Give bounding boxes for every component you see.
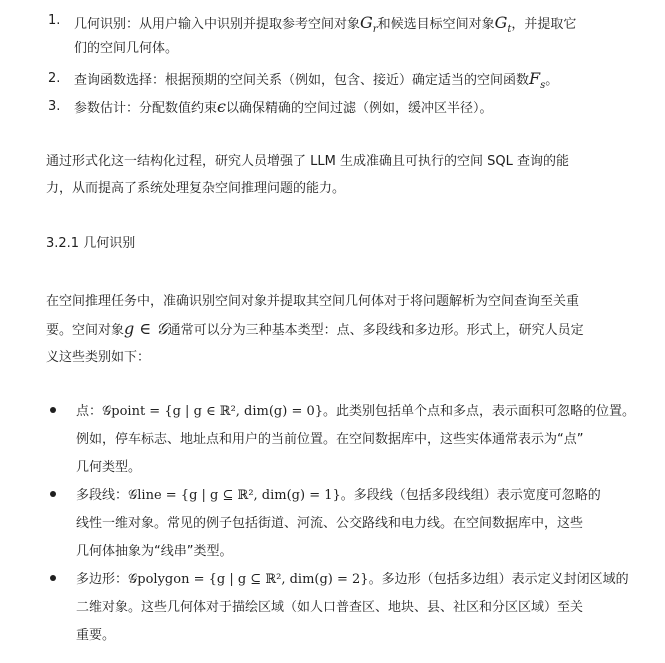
list-item-line: 重要。 bbox=[76, 628, 116, 643]
paragraph-line: 在空间推理任务中，准确识别空间对象并提取其空间几何体对于将问题解析为空间查询至关重 bbox=[46, 294, 580, 309]
bullet-icon bbox=[50, 407, 56, 413]
step-text-pre: 几何识别：从用户输入中识别并提取参考空间对象 bbox=[74, 17, 361, 32]
paragraph-text: 通常可以分为三种基本类型：点、多段线和多边形。形式上，研究人员定 bbox=[167, 323, 584, 338]
list-item-label: 点： bbox=[76, 404, 103, 419]
step-line: 们的空间几何体。 bbox=[74, 41, 179, 56]
list-item-line: 几何类型。 bbox=[76, 460, 142, 475]
paragraph-line: 义这些类别如下： bbox=[46, 350, 151, 365]
list-item-text-post: 。多边形（包括多边组）表示定义封闭区域的 bbox=[368, 572, 629, 587]
step-text-mid: 和候选目标空间对象 bbox=[377, 17, 495, 32]
list-item-line: 几何体抽象为“线串”类型。 bbox=[76, 544, 233, 559]
paragraph-line: 通过形式化这一结构化过程，研究人员增强了 LLM 生成准确且可执行的空间 SQL 查询的能 bbox=[46, 154, 569, 169]
step-text-pre: 参数估计：分配数值约束 bbox=[74, 101, 218, 116]
math-symbol-gt: $G_t$ bbox=[494, 13, 512, 36]
bullet-icon bbox=[50, 491, 56, 497]
list-item-text-post: 。多段线（包括多段线组）表示宽度可忽略的 bbox=[340, 488, 601, 503]
list-item-line bbox=[76, 566, 636, 594]
step-number: 1. bbox=[48, 13, 61, 28]
step-text-pre: 查询函数选择：根据预期的空间关系（例如，包含、接近）确定适当的空间函数 bbox=[74, 73, 530, 88]
list-item-line bbox=[76, 398, 636, 426]
list-item-text bbox=[76, 566, 636, 650]
step-text bbox=[74, 10, 636, 62]
math-symbol-fs: $F_s$ bbox=[529, 69, 546, 92]
step-number: 2. bbox=[48, 71, 61, 86]
step-text bbox=[74, 68, 636, 97]
paragraph-line bbox=[46, 315, 642, 344]
paragraph-text: 要。空间对象 bbox=[46, 323, 125, 338]
step-text-post: 。 bbox=[545, 73, 559, 88]
list-item-text-post: 。此类别包括单个点和多点，表示面积可忽略的位置。 bbox=[323, 404, 636, 419]
step-number: 3. bbox=[48, 99, 61, 114]
step-text-post: 以确保精确的空间过滤（例如，缓冲区半径）。 bbox=[225, 101, 493, 116]
step-text-post: ，并提取它 bbox=[511, 17, 577, 32]
step-line bbox=[74, 10, 636, 36]
step-text bbox=[74, 96, 636, 120]
math-symbol-gr: $G_r$ bbox=[360, 13, 378, 36]
formula-line: 𝒢line = {g | g ⊆ ℝ², dim(g) = 1} bbox=[128, 488, 341, 503]
list-item-line: 例如，停车标志、地址点和用户的当前位置。在空间数据库中，这些实体通常表示为“点” bbox=[76, 432, 584, 447]
list-item-label: 多段线： bbox=[76, 488, 129, 503]
paragraph-line: 力，从而提高了系统处理复杂空间推理问题的能力。 bbox=[46, 181, 346, 196]
list-item-text bbox=[76, 482, 636, 566]
list-item-label: 多边形： bbox=[76, 572, 129, 587]
formula-polygon: 𝒢polygon = {g | g ⊆ ℝ², dim(g) = 2} bbox=[128, 572, 369, 587]
section-heading: 3.2.1 几何识别 bbox=[46, 236, 136, 251]
math-inline-g-in-G: g ∈ 𝒢 bbox=[124, 319, 168, 338]
math-symbol-epsilon: ϵ bbox=[217, 97, 226, 116]
list-item-line: 线性一维对象。常见的例子包括街道、河流、公交路线和电力线。在空间数据库中，这些 bbox=[76, 516, 584, 531]
formula-point: 𝒢point = {g | g ∈ ℝ², dim(g) = 0} bbox=[102, 404, 324, 419]
bullet-icon bbox=[50, 575, 56, 581]
list-item-text bbox=[76, 398, 636, 482]
paragraph-geometry bbox=[46, 288, 642, 371]
paragraph-summary bbox=[46, 148, 642, 202]
list-item-line bbox=[76, 482, 636, 510]
list-item-line: 二维对象。这些几何体对于描绘区域（如人口普查区、地块、县、社区和分区区域）至关 bbox=[76, 600, 584, 615]
